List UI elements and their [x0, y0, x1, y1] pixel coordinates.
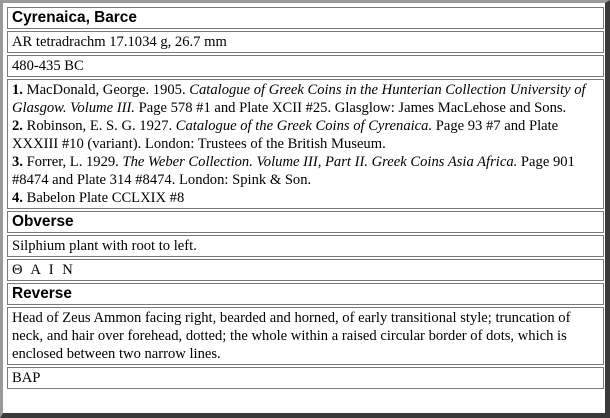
- reverse-description: Head of Zeus Ammon facing right, bearded and horned, of early transitional style; truncation of neck, and hair over forehead, dotted; the whole within a raised circular border of dots, which is enclosed between two narrow lines.: [7, 307, 604, 365]
- coin-record-table: [7, 7, 604, 391]
- obverse-description: Silphium plant with root to left.: [7, 235, 604, 257]
- coin-title: Cyrenaica, Barce: [7, 7, 604, 29]
- reference-number: 2.: [12, 118, 23, 134]
- reference-item-2: [12, 117, 599, 153]
- denomination-cell: AR tetradrachm 17.1034 g, 26.7 mm: [7, 31, 604, 53]
- reference-author: Robinson, E. S. G. 1927.: [22, 118, 176, 134]
- reference-title: The Weber Collection. Volume III, Part II. Greek Coins Asia Africa.: [122, 154, 518, 170]
- reference-details: Page 93 #7 and Plate XXXIII #10 (variant). London: Trustees of the British Museum.: [12, 118, 559, 152]
- reference-number: 1.: [12, 82, 23, 98]
- reference-title: Catalogue of Greek Coins in the Hunterian Collection University of Glasgow. Volume III.: [12, 82, 586, 116]
- reverse-heading: Reverse: [7, 283, 604, 305]
- reference-item-1: [12, 81, 599, 117]
- obverse-legend: Θ Α Ι Ν: [7, 259, 604, 281]
- reference-author: MacDonald, George. 1905.: [22, 82, 190, 98]
- reference-details: Page 578 #1 and Plate XCII #25. Glasglow: James MacLehose and Sons.: [134, 100, 567, 116]
- reference-author: Forrer, L. 1929.: [22, 154, 123, 170]
- references-cell: [7, 79, 604, 209]
- reference-item-3: [12, 153, 599, 189]
- reference-details: Page 901 #8474 and Plate 314 #8474. London: Spink & Son.: [12, 154, 575, 188]
- obverse-heading: Obverse: [7, 211, 604, 233]
- reference-author: Babelon Plate CCLXIX #8: [22, 190, 185, 206]
- reference-number: 4.: [12, 190, 23, 206]
- date-cell: 480-435 BC: [7, 55, 604, 77]
- reference-title: Catalogue of the Greek Coins of Cyrenaica.: [175, 118, 433, 134]
- reference-item-4: [12, 189, 599, 207]
- reverse-legend: BAP: [7, 367, 604, 389]
- reference-number: 3.: [12, 154, 23, 170]
